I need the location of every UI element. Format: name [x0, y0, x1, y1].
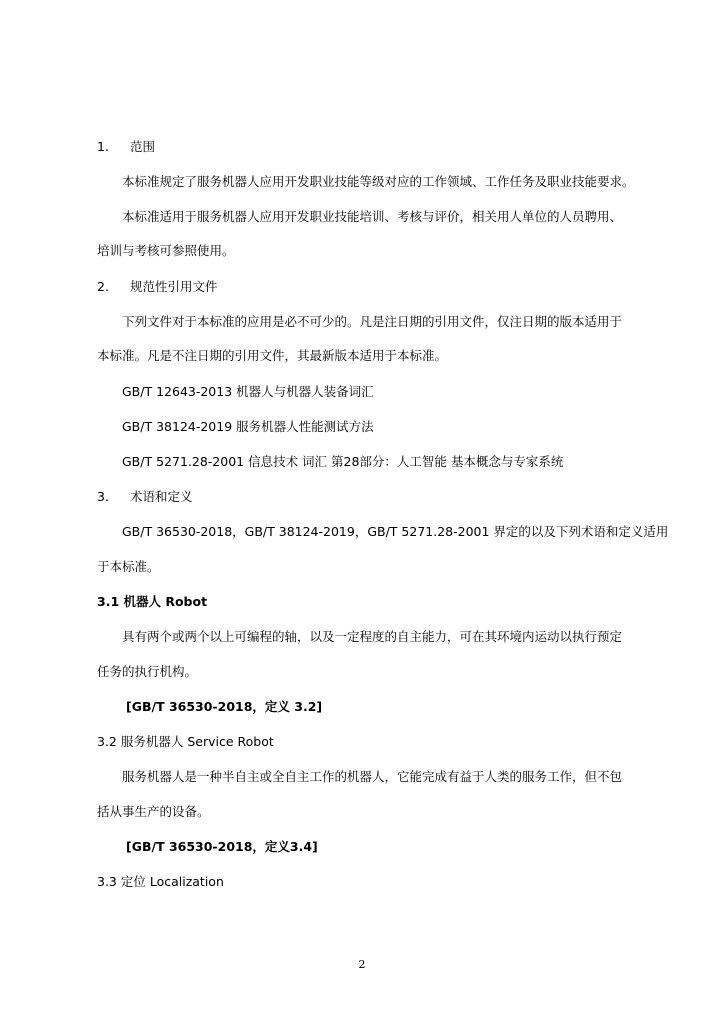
section-number: 3.	[97, 489, 109, 504]
term-definition: 服务机器人是一种半自主或全自主工作的机器人，它能完成有益于人类的服务工作，但不包	[122, 769, 623, 784]
section-number: 1.	[97, 139, 109, 154]
term-definition-continuation: 括从事生产的设备。	[97, 804, 210, 819]
section-heading-normative-references	[97, 279, 218, 295]
page-number: 2	[358, 958, 366, 971]
reference-item: GB/T 5271.28-2001 信息技术 词汇 第28部分：人工智能 基本概念与专家系统	[122, 454, 564, 469]
term-heading: 3.2 服务机器人 Service Robot	[97, 734, 274, 749]
section-heading-terms-definitions	[97, 489, 193, 505]
section-title: 规范性引用文件	[130, 279, 218, 294]
paragraph: 本标准规定了服务机器人应用开发职业技能等级对应的工作领域、工作任务及职业技能要求。	[122, 174, 635, 189]
paragraph: 下列文件对于本标准的应用是必不可少的。凡是注日期的引用文件，仅注日期的版本适用于	[122, 314, 623, 329]
paragraph-continuation: 培训与考核可参照使用。	[97, 243, 235, 258]
term-source: [GB/T 36530-2018，定义3.4]	[126, 839, 318, 854]
reference-item: GB/T 12643-2013 机器人与机器人装备词汇	[122, 384, 374, 399]
term-heading: 3.3 定位 Localization	[97, 874, 224, 889]
paragraph-continuation: 于本标准。	[97, 559, 160, 574]
term-definition-continuation: 任务的执行机构。	[97, 664, 198, 679]
paragraph: GB/T 36530-2018，GB/T 38124-2019，GB/T 5271.28-2001 界定的以及下列术语和定义适用	[122, 524, 669, 539]
section-title: 术语和定义	[130, 489, 193, 504]
paragraph-continuation: 本标准。凡是不注日期的引用文件，其最新版本适用于本标准。	[97, 348, 448, 363]
section-heading-scope	[97, 139, 155, 155]
reference-item: GB/T 38124-2019 服务机器人性能测试方法	[122, 419, 374, 434]
term-heading: 3.1 机器人 Robot	[97, 594, 208, 609]
term-definition: 具有两个或两个以上可编程的轴，以及一定程度的自主能力，可在其环境内运动以执行预定	[122, 629, 623, 644]
paragraph: 本标准适用于服务机器人应用开发职业技能培训、考核与评价，相关用人单位的人员聘用、	[122, 209, 623, 224]
section-title: 范围	[130, 139, 156, 154]
term-source: [GB/T 36530-2018，定义 3.2]	[126, 699, 323, 714]
section-number: 2.	[97, 279, 109, 294]
